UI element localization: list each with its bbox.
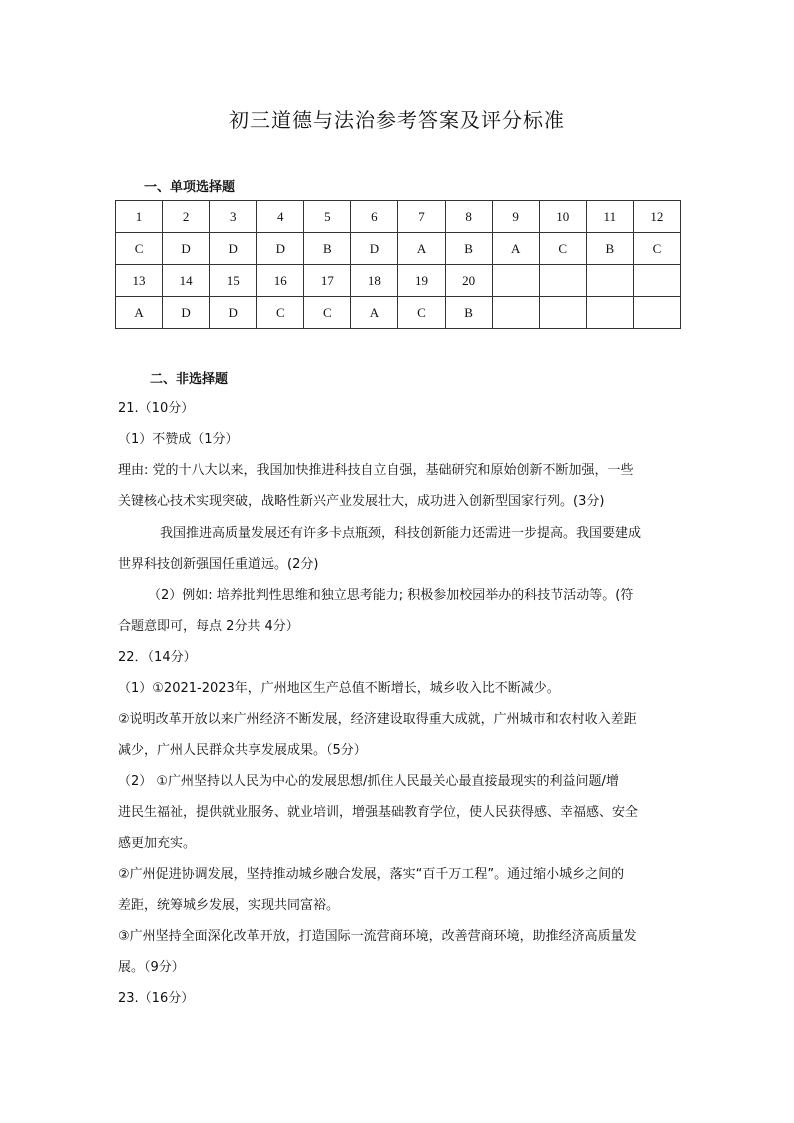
answer-cell <box>586 297 633 329</box>
answer-line: 合题意即可，每点 2分共 4分） <box>118 619 299 634</box>
answer-cell: A <box>398 233 445 265</box>
answer-line: ③广州坚持全面深化改革开放，打造国际一流营商环境，改善营商环境，助推经济高质量发 <box>118 929 637 944</box>
answer-row <box>116 297 681 329</box>
answer-cell: D <box>351 233 398 265</box>
answer-line: （1）①2021-2023年，广州地区生产总值不断增长，城乡收入比不断减少。 <box>118 681 560 696</box>
answer-line: （2） ①广州坚持以人民为中心的发展思想/抓住人民最关心最直接最现实的利益问题/增 <box>118 774 619 789</box>
answer-cell: C <box>116 233 163 265</box>
question-number-cell: 2 <box>163 201 210 233</box>
question-number-cell: 4 <box>257 201 304 233</box>
answer-cell: B <box>445 297 492 329</box>
question-number-cell: 8 <box>445 201 492 233</box>
answer-line: 23.（16分） <box>118 991 195 1006</box>
question-number-cell: 1 <box>116 201 163 233</box>
answer-cell <box>633 297 680 329</box>
question-number-cell: 7 <box>398 201 445 233</box>
answer-cell: C <box>304 297 351 329</box>
answer-line: 我国推进高质量发展还有许多卡点瓶颈，科技创新能力还需进一步提高。我国要建成 <box>160 526 642 541</box>
question-number-cell <box>586 265 633 297</box>
question-number-cell: 9 <box>492 201 539 233</box>
answer-cell: A <box>492 233 539 265</box>
answer-table <box>115 200 681 329</box>
answer-cell: D <box>210 233 257 265</box>
question-number-cell: 12 <box>633 201 680 233</box>
answer-cell: D <box>257 233 304 265</box>
question-number-cell: 16 <box>257 265 304 297</box>
answer-line: ②说明改革开放以来广州经济不断发展，经济建设取得重大成就，广州城市和农村收入差距 <box>118 712 637 727</box>
question-number-cell: 15 <box>210 265 257 297</box>
section-heading-non-choice: 二、非选择题 <box>150 372 229 387</box>
answer-cell: B <box>586 233 633 265</box>
answer-cell: D <box>163 297 210 329</box>
question-number-cell: 5 <box>304 201 351 233</box>
answer-cell: C <box>633 233 680 265</box>
answer-line: 进民生福祉，提供就业服务、就业培训，增强基础教育学位，使人民获得感、幸福感、安全 <box>118 805 639 820</box>
question-number-cell <box>492 265 539 297</box>
question-number-cell: 3 <box>210 201 257 233</box>
question-number-cell <box>633 265 680 297</box>
answer-cell: D <box>163 233 210 265</box>
question-number-cell: 14 <box>163 265 210 297</box>
answer-cell <box>539 297 586 329</box>
answer-cell: B <box>304 233 351 265</box>
answer-cell: C <box>539 233 586 265</box>
answer-cell: D <box>210 297 257 329</box>
answer-line: 22．（14分） <box>118 650 197 665</box>
answer-line: （1）不赞成（1分） <box>118 432 239 447</box>
question-number-cell: 18 <box>351 265 398 297</box>
answer-line: 感更加充实。 <box>118 836 197 851</box>
question-number-cell <box>539 265 586 297</box>
answer-line: 差距，统筹城乡发展，实现共同富裕。 <box>118 898 340 913</box>
answer-cell: C <box>257 297 304 329</box>
answer-line: 世界科技创新强国任重道远。(2分) <box>118 557 319 572</box>
answer-line: ②广州促进协调发展，坚持推动城乡融合发展，落实“百千万工程”。通过缩小城乡之间的 <box>118 867 625 882</box>
answer-line: 理由: 党的十八大以来，我国加快推进科技自立自强，基础研究和原始创新不断加强，一些 <box>118 463 634 478</box>
question-number-cell: 13 <box>116 265 163 297</box>
question-number-cell: 10 <box>539 201 586 233</box>
question-number-cell: 11 <box>586 201 633 233</box>
answer-cell <box>492 297 539 329</box>
question-number-cell: 20 <box>445 265 492 297</box>
answer-line: 减少，广州人民群众共享发展成果。（5分） <box>118 743 367 758</box>
answer-cell: B <box>445 233 492 265</box>
question-number-row <box>116 201 681 233</box>
page-title: 初三道德与法治参考答案及评分标准 <box>229 108 565 132</box>
answer-line: 21.（10分） <box>118 401 195 416</box>
answer-row <box>116 233 681 265</box>
answer-cell: A <box>116 297 163 329</box>
answer-line: 展。（9分） <box>118 960 185 975</box>
section-heading-single-choice: 一、单项选择题 <box>144 180 236 195</box>
question-number-cell: 6 <box>351 201 398 233</box>
question-number-row <box>116 265 681 297</box>
question-number-cell: 17 <box>304 265 351 297</box>
question-number-cell: 19 <box>398 265 445 297</box>
answer-cell: A <box>351 297 398 329</box>
answer-line: （2）例如: 培养批判性思维和独立思考能力; 积极参加校园举办的科技节活动等。(符 <box>148 588 634 603</box>
answer-line: 关键核心技术实现突破，战略性新兴产业发展壮大，成功进入创新型国家行列。(3分) <box>118 494 605 509</box>
answer-cell: C <box>398 297 445 329</box>
